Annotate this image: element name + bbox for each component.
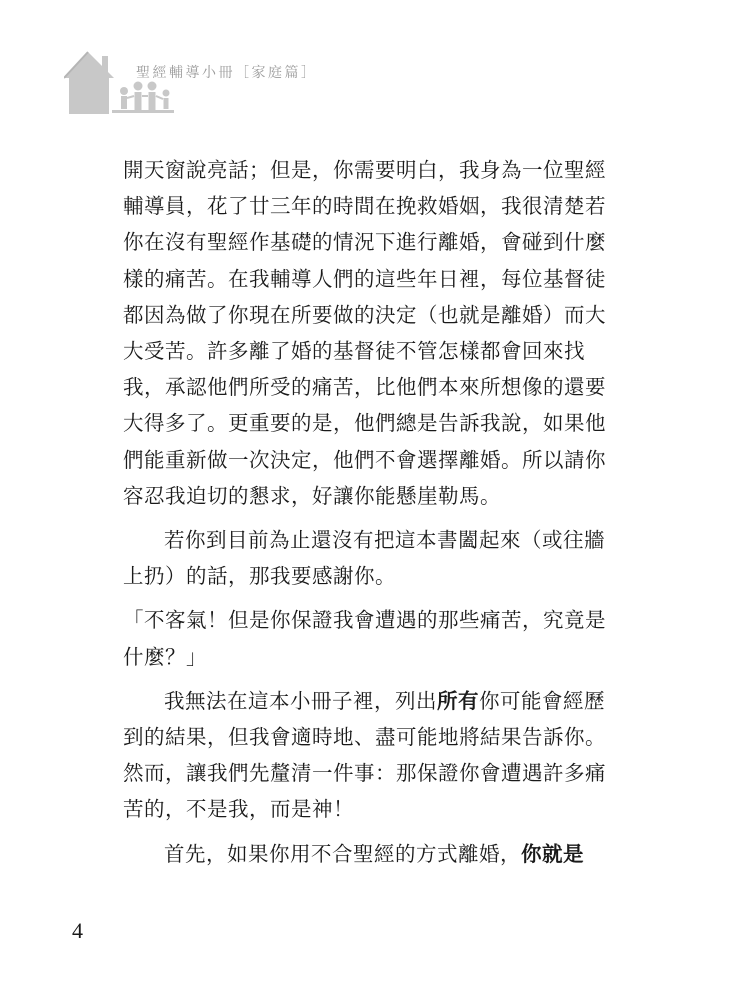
text-run: 開天窗說亮話；但是，你需要明白，我身為一位聖經輔導員，花了廿三年的時間在挽救婚姻，我很清楚若你在沒有聖經作基礎的情況下進行離婚，會碰到什麼樣的痛苦。在我輔導人們的這些年日裡，每位基督徒都因為做了你現在所要做的決定（也就是離婚）而大大受苦。許多離了婚的基督徒不管怎樣都會回來找我，承認他們所受的痛苦，比他們本來所想像的還要大得多了。更重要的是，他們總是告訴我說，如果他們能重新做一次決定，他們不會選擇離婚。所以請你容忍我迫切的懇求，好讓你能懸崖勒馬。 <box>123 158 606 508</box>
running-header <box>64 48 394 118</box>
text-run: 「不客氣！但是你保證我會遭遇的那些痛苦，究竟是什麼？」 <box>123 608 606 669</box>
house-family-icon <box>64 48 184 118</box>
text-run: 我無法在這本小冊子裡，列出 <box>164 688 437 713</box>
page-number: 4 <box>72 918 83 943</box>
paragraph <box>123 152 619 514</box>
paragraph <box>123 602 619 674</box>
bold-text: 所有 <box>437 688 479 713</box>
header-title: 聖經輔導小冊［家庭篇］ <box>136 65 318 81</box>
paragraph <box>123 836 619 872</box>
body-text <box>123 152 619 872</box>
text-run: 首先，如果你用不合聖經的方式離婚， <box>164 841 521 866</box>
bold-text: 你就是 <box>521 841 584 866</box>
text-run: 你可能會經歷到的結果，但我會適時地、盡可能地將結果告訴你。然而，讓我們先釐清一件事：那保證你會遭遇許多痛苦的，不是我，而是神！ <box>123 688 606 822</box>
text-run: 若你到目前為止還沒有把這本書闔起來（或往牆上扔）的話，那我要感謝你。 <box>123 528 605 589</box>
paragraph <box>123 522 619 594</box>
paragraph <box>123 683 619 828</box>
